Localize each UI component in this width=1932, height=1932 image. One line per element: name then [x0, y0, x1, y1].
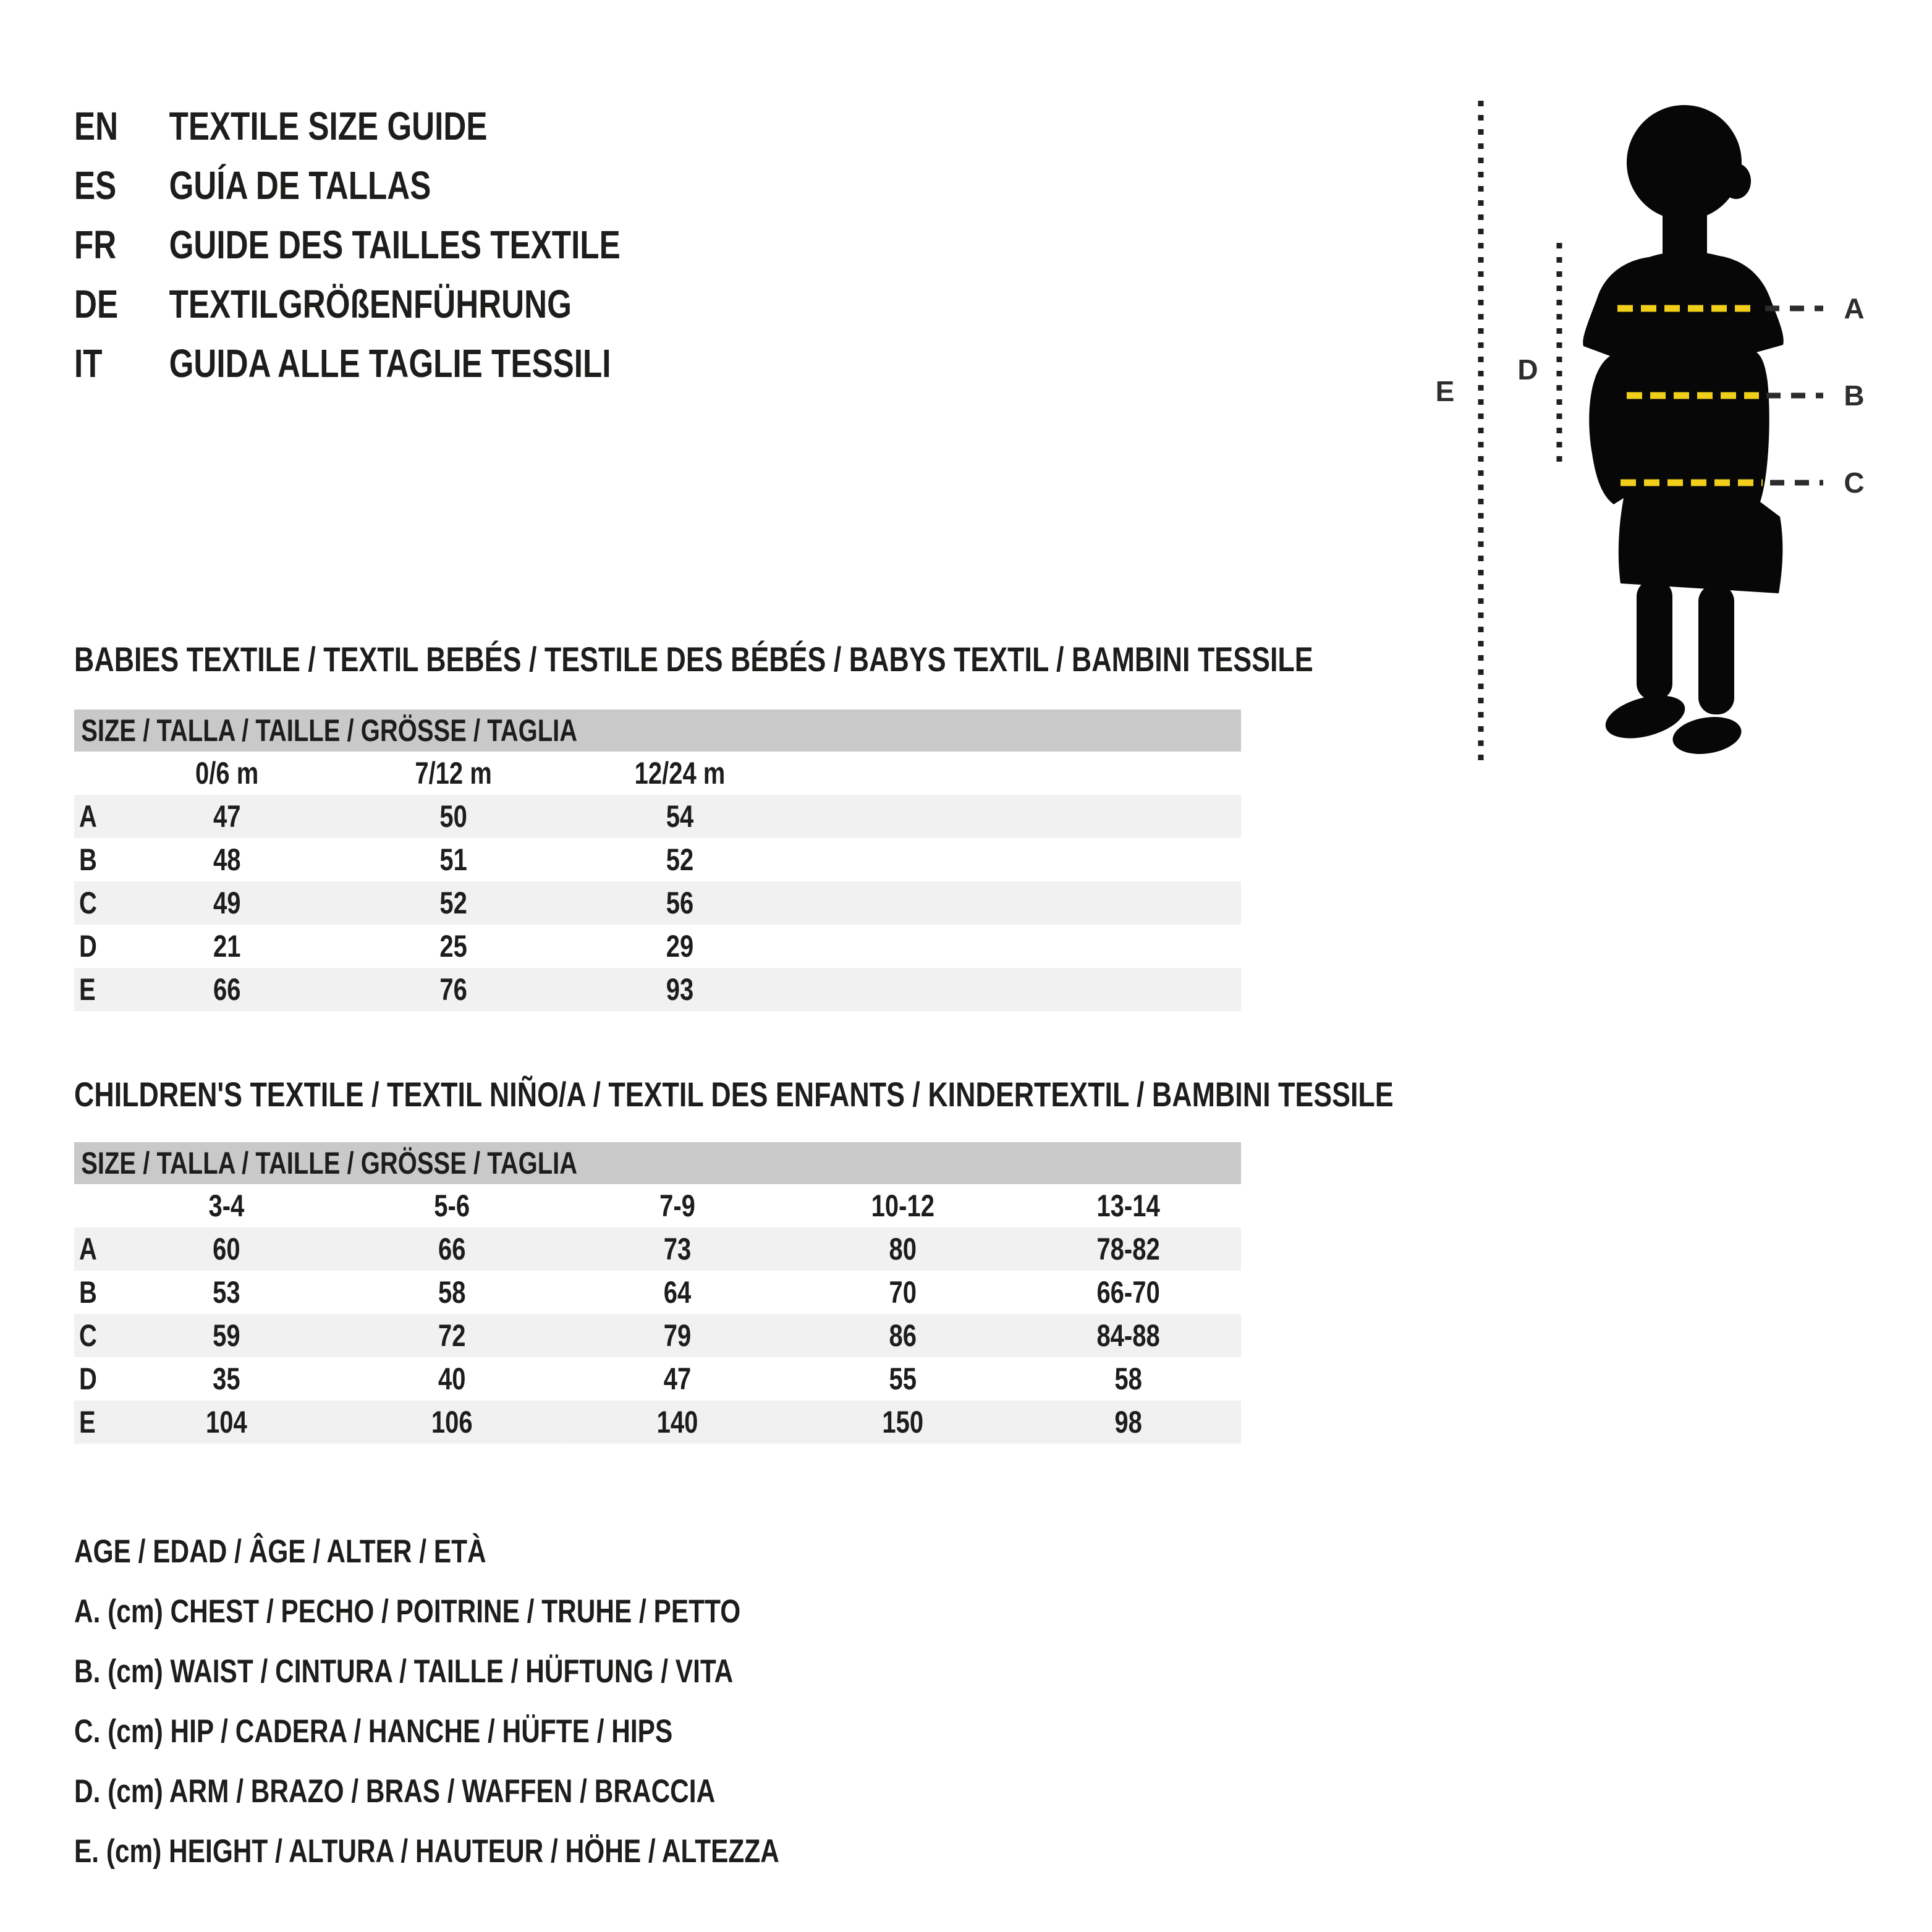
- guide-title: TEXTILGRÖßENFÜHRUNG: [169, 282, 572, 326]
- language-header: [74, 96, 621, 393]
- cell: 98: [1114, 1405, 1142, 1439]
- cell: 51: [439, 842, 467, 877]
- legend-chest: A. (cm) CHEST / PECHO / POITRINE / TRUHE / PETTO: [74, 1593, 741, 1630]
- table-row: [74, 1227, 1241, 1271]
- legend-height: E. (cm) HEIGHT / ALTURA / HAUTEUR / HÖHE / ALTEZZA: [74, 1833, 779, 1870]
- cell: 79: [663, 1318, 692, 1353]
- silhouette-right-leg: [1698, 585, 1734, 714]
- silhouette-head: [1627, 105, 1742, 220]
- legend-waist: B. (cm) WAIST / CINTURA / TAILLE / HÜFTUNG / VITA: [74, 1653, 734, 1690]
- cell: 93: [666, 972, 694, 1007]
- lang-code: FR: [74, 222, 117, 267]
- cell: 54: [666, 799, 694, 834]
- lang-code: ES: [74, 163, 117, 208]
- silhouette-ear: [1721, 163, 1751, 199]
- cell: 140: [656, 1405, 698, 1439]
- silhouette-shirt-shorts: [1583, 252, 1783, 593]
- cell: 52: [439, 886, 467, 920]
- cell: 86: [889, 1318, 917, 1353]
- column-header: 7-9: [659, 1188, 695, 1223]
- table-row: [74, 925, 1241, 968]
- guide-title: GUÍA DE TALLAS: [169, 163, 431, 208]
- cell: 52: [666, 842, 694, 877]
- row-label: E: [79, 1405, 96, 1439]
- children-column-header-row: [74, 1184, 1241, 1227]
- row-label: D: [79, 929, 97, 964]
- cell: 50: [439, 799, 467, 834]
- filler-cell: [793, 838, 1241, 881]
- babies-section-title: BABIES TEXTILE / TEXTIL BEBÉS / TESTILE DES BÉBÉS / BABYS TEXTIL / BAMBINI TESSILE: [74, 640, 1313, 679]
- table-row: [74, 1400, 1241, 1444]
- header-line-fr: [74, 215, 621, 274]
- column-header: 3-4: [208, 1188, 245, 1223]
- column-header: 7/12 m: [415, 756, 492, 790]
- header-line-en: [74, 96, 621, 156]
- cell: 76: [439, 972, 467, 1007]
- table-row: [74, 1357, 1241, 1400]
- legend-arm: D. (cm) ARM / BRAZO / BRAS / WAFFEN / BRACCIA: [74, 1773, 716, 1810]
- cell: 66: [213, 972, 241, 1007]
- lang-code: EN: [74, 104, 119, 148]
- table-row: [74, 1314, 1241, 1357]
- header-line-it: [74, 334, 621, 393]
- cell: 35: [213, 1362, 240, 1396]
- babies-column-header-row: [74, 752, 1241, 795]
- corner-cell: [74, 752, 114, 795]
- children-size-header-bar: SIZE / TALLA / TAILLE / GRÖSSE / TAGLIA: [74, 1142, 1241, 1184]
- size-figure-diagram: [1421, 73, 1916, 790]
- measurement-legend: [74, 1522, 779, 1881]
- guide-title: GUIDE DES TAILLES TEXTILE: [169, 222, 621, 267]
- column-header: 5-6: [434, 1188, 470, 1223]
- cell: 72: [438, 1318, 466, 1353]
- babies-size-table: [74, 752, 1241, 1011]
- filler-cell: [793, 752, 1241, 795]
- legend-hip: C. (cm) HIP / CADERA / HANCHE / HÜFTE / HIPS: [74, 1713, 673, 1750]
- cell: 73: [663, 1232, 692, 1266]
- header-line-de: [74, 274, 621, 334]
- row-label: E: [79, 972, 96, 1007]
- cell: 48: [213, 842, 241, 877]
- row-label: C: [79, 1318, 97, 1353]
- cell: 66-70: [1096, 1275, 1160, 1310]
- header-line-es: [74, 156, 621, 215]
- cell: 66: [438, 1232, 466, 1266]
- filler-cell: [793, 968, 1241, 1011]
- table-row: [74, 795, 1241, 838]
- legend-age: AGE / EDAD / ÂGE / ALTER / ETÀ: [74, 1533, 486, 1570]
- row-label: B: [79, 842, 97, 877]
- lang-code: DE: [74, 282, 119, 326]
- label-a: A: [1844, 292, 1865, 324]
- table-row: [74, 838, 1241, 881]
- table-row: [74, 1271, 1241, 1314]
- filler-cell: [793, 795, 1241, 838]
- cell: 58: [438, 1275, 466, 1310]
- column-header: 10-12: [871, 1188, 934, 1223]
- measurement-figure: [1421, 73, 1916, 790]
- label-d: D: [1517, 354, 1538, 386]
- filler-cell: [793, 925, 1241, 968]
- label-e: E: [1435, 375, 1455, 407]
- cell: 56: [666, 886, 694, 920]
- cell: 64: [663, 1275, 692, 1310]
- cell: 21: [213, 929, 241, 964]
- child-silhouette: [1583, 105, 1783, 758]
- guide-title: GUIDA ALLE TAGLIE TESSILI: [169, 341, 611, 386]
- children-section-title: CHILDREN'S TEXTILE / TEXTIL NIÑO/A / TEXTIL DES ENFANTS / KINDERTEXTIL / BAMBINI TESSILE: [74, 1075, 1394, 1114]
- corner-cell: [74, 1184, 114, 1227]
- cell: 25: [439, 929, 467, 964]
- silhouette-right-shoe: [1670, 713, 1744, 759]
- cell: 53: [213, 1275, 240, 1310]
- cell: 78-82: [1096, 1232, 1160, 1266]
- cell: 80: [889, 1232, 917, 1266]
- filler-cell: [793, 881, 1241, 925]
- cell: 47: [213, 799, 241, 834]
- table-row: [74, 881, 1241, 925]
- cell: 58: [1114, 1362, 1142, 1396]
- cell: 104: [206, 1405, 247, 1439]
- table-row: [74, 968, 1241, 1011]
- label-b: B: [1844, 379, 1865, 412]
- cell: 40: [438, 1362, 466, 1396]
- column-header: 13-14: [1096, 1188, 1160, 1223]
- cell: 59: [213, 1318, 240, 1353]
- children-size-table: [74, 1184, 1241, 1444]
- guide-title: TEXTILE SIZE GUIDE: [169, 104, 488, 148]
- children-table-section: [74, 1142, 1241, 1444]
- row-label: A: [79, 799, 97, 834]
- cell: 29: [666, 929, 694, 964]
- column-header: 0/6 m: [195, 756, 259, 790]
- row-label: C: [79, 886, 97, 920]
- cell: 60: [213, 1232, 240, 1266]
- babies-size-header-bar: SIZE / TALLA / TAILLE / GRÖSSE / TAGLIA: [74, 710, 1241, 752]
- cell: 47: [663, 1362, 692, 1396]
- column-header: 12/24 m: [634, 756, 726, 790]
- row-label: D: [79, 1362, 97, 1396]
- row-label: B: [79, 1275, 97, 1310]
- babies-table-section: [74, 710, 1241, 1011]
- label-c: C: [1844, 467, 1865, 499]
- cell: 55: [889, 1362, 917, 1396]
- row-label: A: [79, 1232, 97, 1266]
- cell: 150: [882, 1405, 924, 1439]
- cell: 70: [889, 1275, 917, 1310]
- cell: 84-88: [1096, 1318, 1160, 1353]
- cell: 106: [431, 1405, 473, 1439]
- lang-code: IT: [74, 341, 103, 386]
- silhouette-left-leg: [1637, 580, 1672, 700]
- cell: 49: [213, 886, 241, 920]
